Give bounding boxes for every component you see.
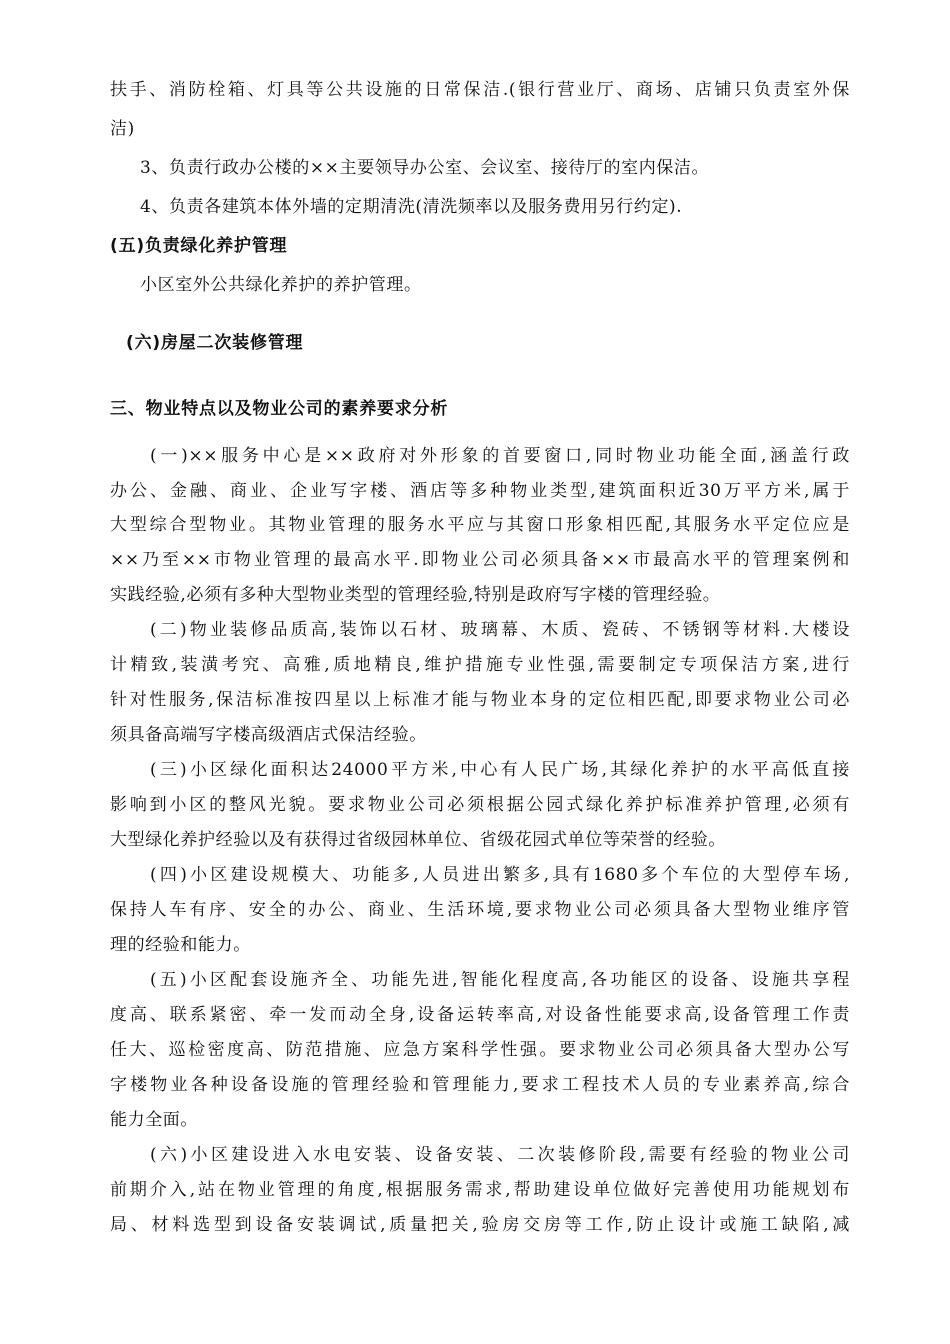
paragraph-line: 度高、联系紧密、牵一发而动全身,设备运转率高,对设备性能要求高,设备管理工作责 [110, 1005, 850, 1025]
chapter-heading: 三、物业特点以及物业公司的素养要求分析 [110, 399, 449, 419]
paragraph-line: 局、材料选型到设备安装调试,质量把关,验房交房等工作,防止设计或施工缺陷,减 [110, 1215, 850, 1235]
paragraph-line: 任大、巡检密度高、防范措施、应急方案科学性强。要求物业公司必须具备大型办公写 [110, 1040, 850, 1060]
paragraph-line: 保持人车有序、安全的办公、商业、生活环境,要求物业公司必须具备大型物业维序管 [110, 900, 850, 920]
paragraph-line: 针对性服务,保洁标准按四星以上标准才能与物业本身的定位相匹配,即要求物业公司必 [110, 690, 850, 710]
paragraph-line: 须具备高端写字楼高级酒店式保洁经验。 [110, 725, 427, 745]
paragraph-line: 大型综合型物业。其物业管理的服务水平应与其窗口形象相匹配,其服务水平定位应是 [110, 515, 850, 535]
paragraph-line: 洁) [110, 119, 135, 139]
paragraph-line: 大型绿化养护经验以及有获得过省级园林单位、省级花园式单位等荣誉的经验。 [110, 830, 726, 850]
paragraph-line: 计精致,装潢考究、高雅,质地精良,维护措施专业性强,需要制定专项保洁方案,进行 [110, 655, 850, 675]
paragraph-line: (二)物业装修品质高,装饰以石材、玻璃幕、木质、瓷砖、不锈钢等材料.大楼设 [150, 620, 850, 640]
paragraph-line: ××乃至××市物业管理的最高水平.即物业公司必须具备××市最高水平的管理案例和 [110, 550, 850, 570]
paragraph-line: 影响到小区的整风光貌。要求物业公司必须根据公园式绿化养护标准养护管理,必须有 [110, 795, 850, 815]
paragraph-line: (六)小区建设进入水电安装、设备安装、二次装修阶段,需要有经验的物业公司 [150, 1145, 850, 1165]
paragraph-line: (一)××服务中心是××政府对外形象的首要窗口,同时物业功能全面,涵盖行政 [150, 446, 850, 466]
section-heading: (五)负责绿化养护管理 [110, 236, 288, 256]
paragraph-line: 4、负责各建筑本体外墙的定期清洗(清洗频率以及服务费用另行约定). [140, 197, 683, 217]
paragraph-line: 理的经验和能力。 [110, 935, 251, 955]
paragraph-line: (五)小区配套设施齐全、功能先进,智能化程度高,各功能区的设备、设施共享程 [150, 970, 850, 990]
paragraph-line: 3、负责行政办公楼的××主要领导办公室、会议室、接待厅的室内保洁。 [140, 158, 710, 178]
paragraph-line: 前期介入,站在物业管理的角度,根据服务需求,帮助建设单位做好完善使用功能规划布 [110, 1180, 850, 1200]
paragraph-line: 能力全面。 [110, 1110, 198, 1130]
paragraph-line: (四)小区建设规模大、功能多,人员进出繁多,具有1680多个车位的大型停车场, [150, 865, 850, 885]
paragraph-line: 实践经验,必须有多种大型物业类型的管理经验,特别是政府写字楼的管理经验。 [110, 585, 721, 605]
paragraph-line: 扶手、消防栓箱、灯具等公共设施的日常保洁.(银行营业厅、商场、店铺只负责室外保 [110, 80, 850, 100]
paragraph-line: 字楼物业各种设备设施的管理经验和管理能力,要求工程技术人员的专业素养高,综合 [110, 1075, 850, 1095]
section-heading: (六)房屋二次装修管理 [126, 333, 304, 353]
paragraph-line: (三)小区绿化面积达24000平方米,中心有人民广场,其绿化养护的水平高低直接 [150, 760, 850, 780]
paragraph-line: 办公、金融、商业、企业写字楼、酒店等多种物业类型,建筑面积近30万平方米,属于 [110, 481, 850, 501]
paragraph-line: 小区室外公共绿化养护的养护管理。 [140, 275, 422, 295]
